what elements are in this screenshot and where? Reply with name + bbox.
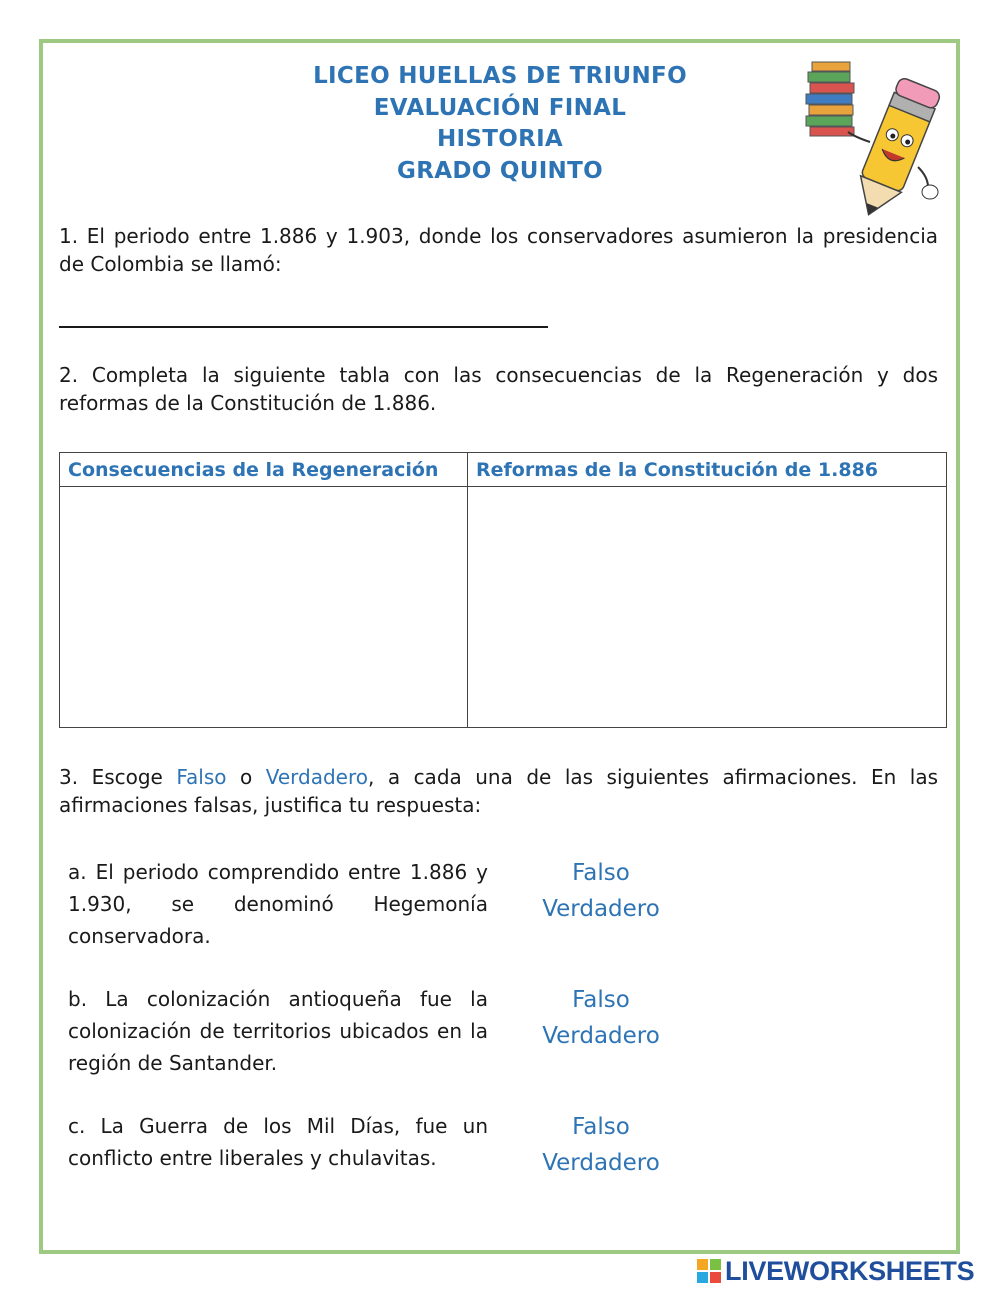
- q3-prefix: 3. Escoge: [59, 765, 177, 789]
- q3-verdadero-word: Verdadero: [265, 765, 368, 789]
- statement-a-verdadero-option[interactable]: Verdadero: [542, 896, 660, 922]
- statement-b: b. La colonización antioqueña fue la colonización de territorios ubicados en la región de Santander.: [68, 987, 488, 1075]
- liveworksheets-logo-icon: [697, 1259, 721, 1283]
- statement-a-falso-option[interactable]: Falso: [572, 860, 630, 886]
- q3-o: o: [226, 765, 266, 789]
- question-2-text: 2. Completa la siguiente tabla con las consecuencias de la Regeneración y dos reformas de la Constitución de 1.886.: [59, 363, 938, 415]
- q3-falso-word: Falso: [176, 765, 227, 789]
- q3-suffix: , a cada una de las siguientes afirmaciones. En las afirmaciones falsas, justifica tu respuesta:: [59, 765, 938, 817]
- question-3-text: [59, 763, 938, 819]
- worksheet-header: [200, 61, 800, 187]
- table-header-reforms: Reformas de la Constitución de 1.886: [468, 453, 947, 487]
- brand-name: LIVEWORKSHEETS: [725, 1255, 975, 1286]
- subject-title: HISTORIA: [436, 126, 564, 152]
- exam-title: EVALUACIÓN FINAL: [373, 94, 627, 121]
- answer-cell-reforms[interactable]: [468, 487, 947, 728]
- statement-c-verdadero-option[interactable]: Verdadero: [542, 1150, 660, 1176]
- table-header-consequences: Consecuencias de la Regeneración: [60, 453, 468, 487]
- grade-title: GRADO QUINTO: [397, 157, 603, 184]
- statement-b-falso-option[interactable]: Falso: [572, 987, 630, 1013]
- liveworksheets-brand: [697, 1256, 974, 1286]
- answer-line-q1[interactable]: [59, 326, 548, 328]
- books-stack-icon: [806, 62, 854, 136]
- answer-cell-consequences[interactable]: [60, 487, 468, 728]
- pencil-books-mascot-icon: [800, 52, 950, 224]
- school-name: LICEO HUELLAS DE TRIUNFO: [313, 63, 687, 89]
- regeneration-table: [59, 452, 947, 728]
- statement-b-verdadero-option[interactable]: Verdadero: [542, 1023, 660, 1049]
- statement-c-falso-option[interactable]: Falso: [572, 1114, 630, 1140]
- question-1-text: 1. El periodo entre 1.886 y 1.903, donde los conservadores asumieron la presidencia de Colombia se llamó:: [59, 224, 938, 276]
- statement-c: c. La Guerra de los Mil Días, fue un conflicto entre liberales y chulavitas.: [68, 1114, 488, 1170]
- statement-a: a. El periodo comprendido entre 1.886 y 1.930, se denominó Hegemonía conservadora.: [68, 860, 488, 948]
